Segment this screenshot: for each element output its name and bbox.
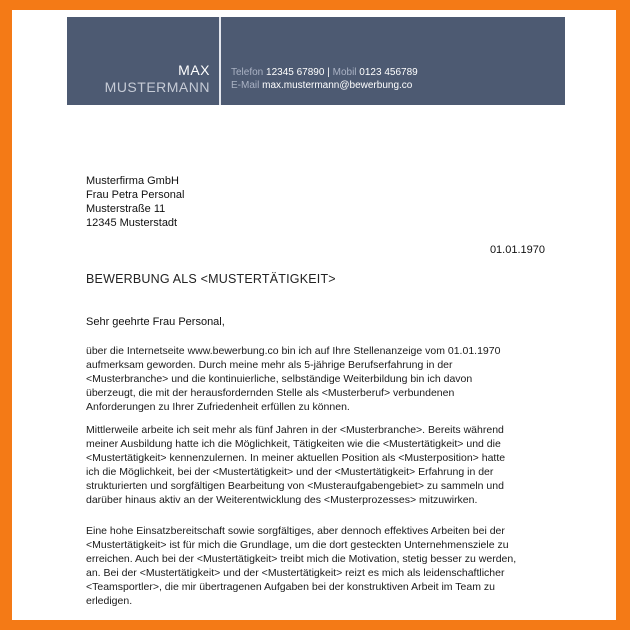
mobile-value: 0123 456789: [359, 67, 418, 78]
text-line: Mittlerweile arbeite ich seit mehr als fünf Jahren in der <Musterbranche>. Bereits während: [86, 424, 504, 436]
phone-line: [231, 67, 418, 78]
applicant-name-block: [67, 17, 219, 105]
recipient-address: [86, 174, 184, 230]
phone-value: 12345 67890: [266, 67, 325, 78]
text-line: erledigen.: [86, 595, 133, 608]
letter-date: 01.01.1970: [489, 244, 545, 256]
body-paragraph-1: [86, 344, 552, 414]
text-line: erreichen. Auch bei der <Mustertätigkeit> treibt mich die Motivation, stetig besser zu werden,: [86, 553, 517, 566]
letter-page: [12, 10, 616, 620]
body-paragraph-2: [86, 423, 552, 508]
text-line: <Teamsportler>, die mir übertragenen Aufgaben bei der konstruktiven Arbeit im Team zu: [86, 581, 495, 594]
text-line: darüber hinaus aktiv an der Weiterentwicklung des <Musterprozesses> mitzuwirken.: [86, 494, 478, 507]
applicant-first-name: MAX: [178, 62, 210, 78]
text-line: meiner Ausbildung hatte ich die Möglichkeit, Tätigkeiten wie die <Mustertätigkeit> und die: [86, 438, 501, 451]
phone-label: Telefon: [231, 67, 264, 78]
email-value: max.mustermann@bewerbung.co: [262, 80, 413, 91]
recipient-street: Musterstraße 11: [86, 203, 166, 215]
recipient-company: Musterfirma GmbH: [86, 175, 179, 187]
text-line: Anforderungen zu Ihrer Zufriedenheit erfüllen zu können.: [86, 401, 350, 414]
text-line: Eine hohe Einsatzbereitschaft sowie sorgfältiges, aber dennoch effektives Arbeiten bei der: [86, 525, 505, 537]
text-line: über die Internetseite www.bewerbung.co bin ich auf Ihre Stellenanzeige vom 01.01.1970: [86, 345, 501, 357]
applicant-last-name: MUSTERMANN: [104, 79, 210, 95]
mobile-label: Mobil: [332, 67, 357, 78]
text-line: <Mustertätigkeit> ist für mich die Grundlage, um die dort gesteckten Unternehmensziele zu: [86, 539, 509, 552]
text-line: strukturierten und sorgfältigen Bearbeitung von <Musteraufgabengebiet> zu sammeln und: [86, 480, 504, 493]
text-line: aufmerksam geworden. Durch meine mehr als 5-jährige Berufserfahrung in der: [86, 359, 453, 372]
recipient-contact: Frau Petra Personal: [86, 189, 185, 201]
text-line: <Musterbranche> und die kontinuierliche, selbständige Weiterbildung bin ich davon: [86, 373, 473, 386]
text-line: überzeugt, die mit der herausfordernden Stelle als <Musterberuf> verbundenen: [86, 387, 455, 400]
header-divider: [219, 17, 221, 105]
body-paragraph-3: [86, 524, 552, 609]
letterhead-banner: [67, 17, 565, 105]
text-line: an. Bei der <Mustertätigkeit> und der <Mustertätigkeit> reizt es mich als leidenschaftlicher: [86, 567, 505, 580]
email-line: [231, 80, 412, 91]
email-label: E-Mail: [231, 80, 260, 91]
salutation: Sehr geehrte Frau Personal,: [86, 316, 225, 328]
contact-separator: |: [327, 67, 330, 78]
letter-subject: BEWERBUNG ALS <MUSTERTÄTIGKEIT>: [86, 272, 336, 286]
recipient-city: 12345 Musterstadt: [86, 217, 178, 229]
text-line: ich die Möglichkeit, bei der <Mustertätigkeit> und der <Mustertätigkeit> Erfahrung in der: [86, 466, 494, 479]
text-line: <Mustertätigkeit> kennenzulernen. In meiner aktuellen Position als <Musterposition> hatte: [86, 452, 506, 465]
